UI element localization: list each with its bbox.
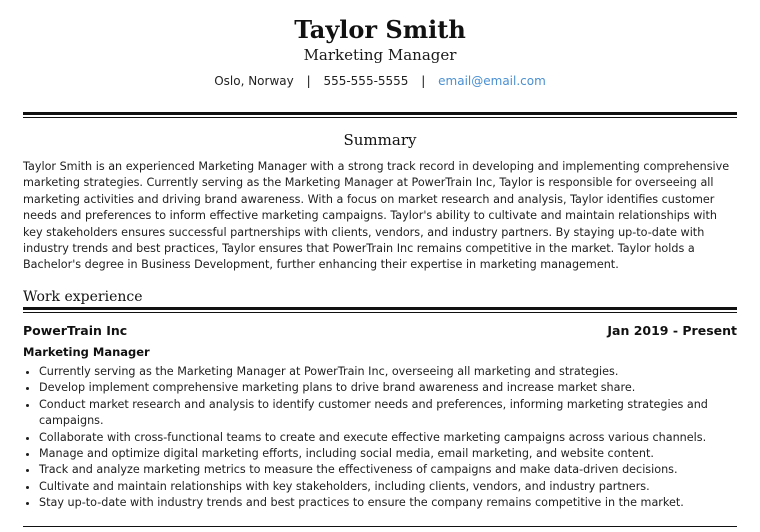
list-item: • Stay up-to-date with industry trends and best practices to ensure the company remains competitive in the market.	[39, 495, 739, 511]
contact-email-link[interactable]: email@email.com	[438, 74, 546, 88]
contact-separator: |	[306, 74, 311, 88]
list-item: • Cultivate and maintain relationships with key stakeholders, including clients, vendors, and industry partners.	[39, 479, 739, 495]
experience-divider-thick	[23, 307, 737, 310]
header-divider-thick	[23, 112, 737, 115]
header-divider-thin	[23, 117, 737, 118]
list-item: • Manage and optimize digital marketing efforts, including social media, email marketing, and website content.	[39, 446, 739, 462]
bottom-divider	[23, 526, 737, 527]
job-bullet-list	[23, 364, 739, 512]
job-company: PowerTrain Inc	[23, 323, 128, 338]
list-item: • Currently serving as the Marketing Manager at PowerTrain Inc, overseeing all marketing and strategies.	[39, 364, 739, 380]
candidate-role: Marketing Manager	[303, 46, 457, 64]
summary-text: Taylor Smith is an experienced Marketing Manager with a strong track record in developing and implementing comprehensive marketing strategies. Currently serving as the Marketing Manager at PowerTrain Inc, Taylor is responsible for overseeing all marketing activities and driving brand awareness. With a focus on market research and analysis, Taylor identifies customer needs and preferences to inform effective marketing campaigns. Taylor's ability to cultivate and maintain relationships with key stakeholders ensures successful partnerships with clients, vendors, and industry partners. By staying up-to-date with industry trends and best practices, Taylor ensures that PowerTrain Inc remains competitive in the market. Taylor holds a Bachelor's degree in Business Development, further enhancing their expertise in marketing management.	[23, 160, 730, 272]
contact-location: Oslo, Norway	[214, 74, 294, 88]
contact-line	[0, 72, 760, 90]
candidate-name: Taylor Smith	[294, 15, 466, 44]
experience-divider-thin	[23, 312, 737, 313]
list-item: • Track and analyze marketing metrics to measure the effectiveness of campaigns and make data-driven decisions.	[39, 462, 739, 478]
list-item: • Develop implement comprehensive marketing plans to drive brand awareness and increase market share.	[39, 380, 739, 396]
contact-phone: 555-555-5555	[323, 74, 409, 88]
list-item: • Collaborate with cross-functional teams to create and execute effective marketing campaigns across various channels.	[39, 430, 739, 446]
work-experience-heading: Work experience	[23, 289, 143, 305]
contact-separator: |	[421, 74, 426, 88]
list-item: • Conduct market research and analysis to identify customer needs and preferences, informing marketing strategies and campaigns.	[39, 397, 739, 430]
summary-heading: Summary	[343, 131, 417, 149]
job-dates: Jan 2019 - Present	[607, 323, 737, 338]
job-title: Marketing Manager	[23, 345, 150, 359]
